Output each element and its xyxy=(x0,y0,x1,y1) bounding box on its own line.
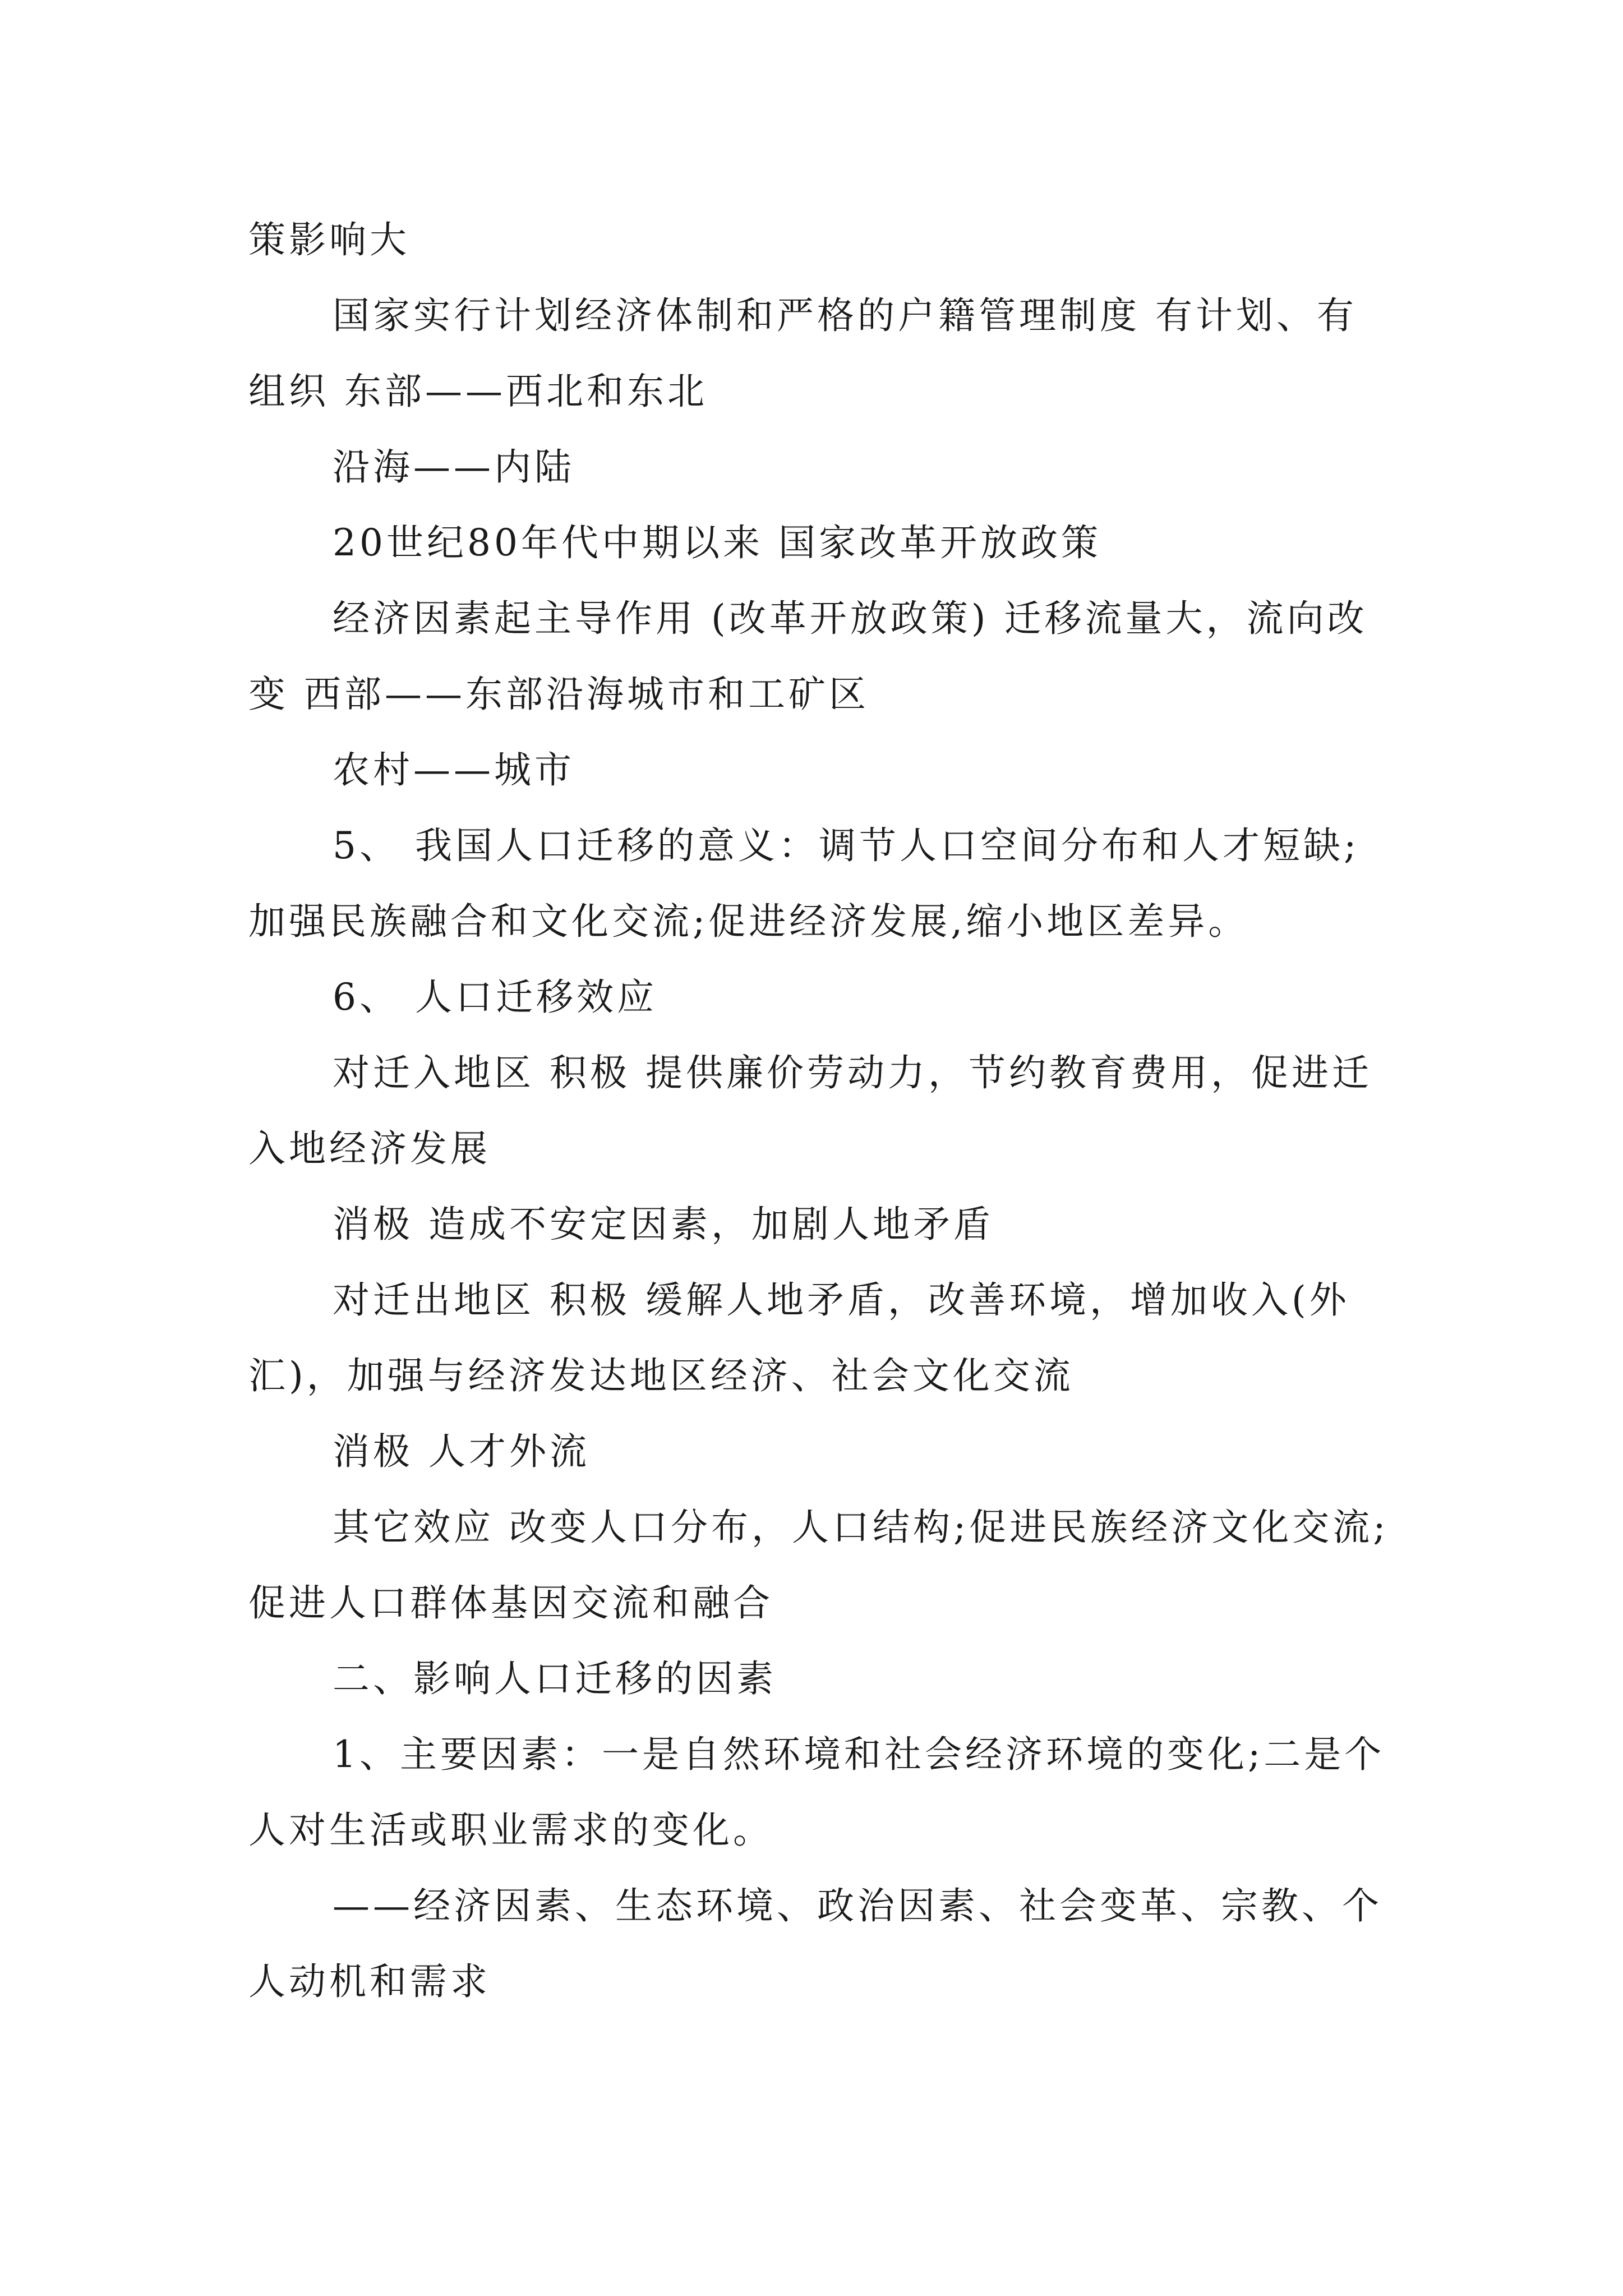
paragraph: 农村——城市 xyxy=(333,748,575,792)
paragraph: 二、影响人口迁移的因素 xyxy=(333,1657,777,1700)
paragraph: 对迁出地区 积极 缓解人地矛盾，改善环境，增加收入(外汇)，加强与经济发达地区经济、社会文化交流 xyxy=(248,1278,1350,1397)
paragraph: 对迁入地区 积极 提供廉价劳动力，节约教育费用，促进迁入地经济发展 xyxy=(248,1051,1372,1170)
paragraph: 其它效应 改变人口分布，人口结构;促进民族经济文化交流;促进人口群体基因交流和融合 xyxy=(248,1506,1389,1625)
paragraph: 经济因素起主导作用 (改革开放政策) 迁移流量大，流向改变 西部——东部沿海城市和工矿区 xyxy=(248,597,1368,716)
document-body xyxy=(248,202,1393,2019)
paragraph: 20世纪80年代中期以来 国家改革开放政策 xyxy=(333,521,1101,564)
paragraph: 5、 我国人口迁移的意义：调节人口空间分布和人才短缺;加强民族融合和文化交流;促进经济发展,缩小地区差异。 xyxy=(248,824,1360,943)
paragraph: 消极 人才外流 xyxy=(333,1430,590,1473)
paragraph: ——经济因素、生态环境、政治因素、社会变革、宗教、个人动机和需求 xyxy=(248,1884,1382,2003)
paragraph: 策影响大 xyxy=(248,218,410,261)
paragraph: 沿海——内陆 xyxy=(333,445,575,489)
paragraph: 国家实行计划经济体制和严格的户籍管理制度 有计划、有组织 东部——西北和东北 xyxy=(248,294,1357,413)
paragraph: 6、 人口迁移效应 xyxy=(333,976,657,1019)
paragraph: 1、主要因素：一是自然环境和社会经济环境的变化;二是个人对生活或职业需求的变化。 xyxy=(248,1733,1385,1852)
paragraph: 消极 造成不安定因素，加剧人地矛盾 xyxy=(333,1203,994,1246)
